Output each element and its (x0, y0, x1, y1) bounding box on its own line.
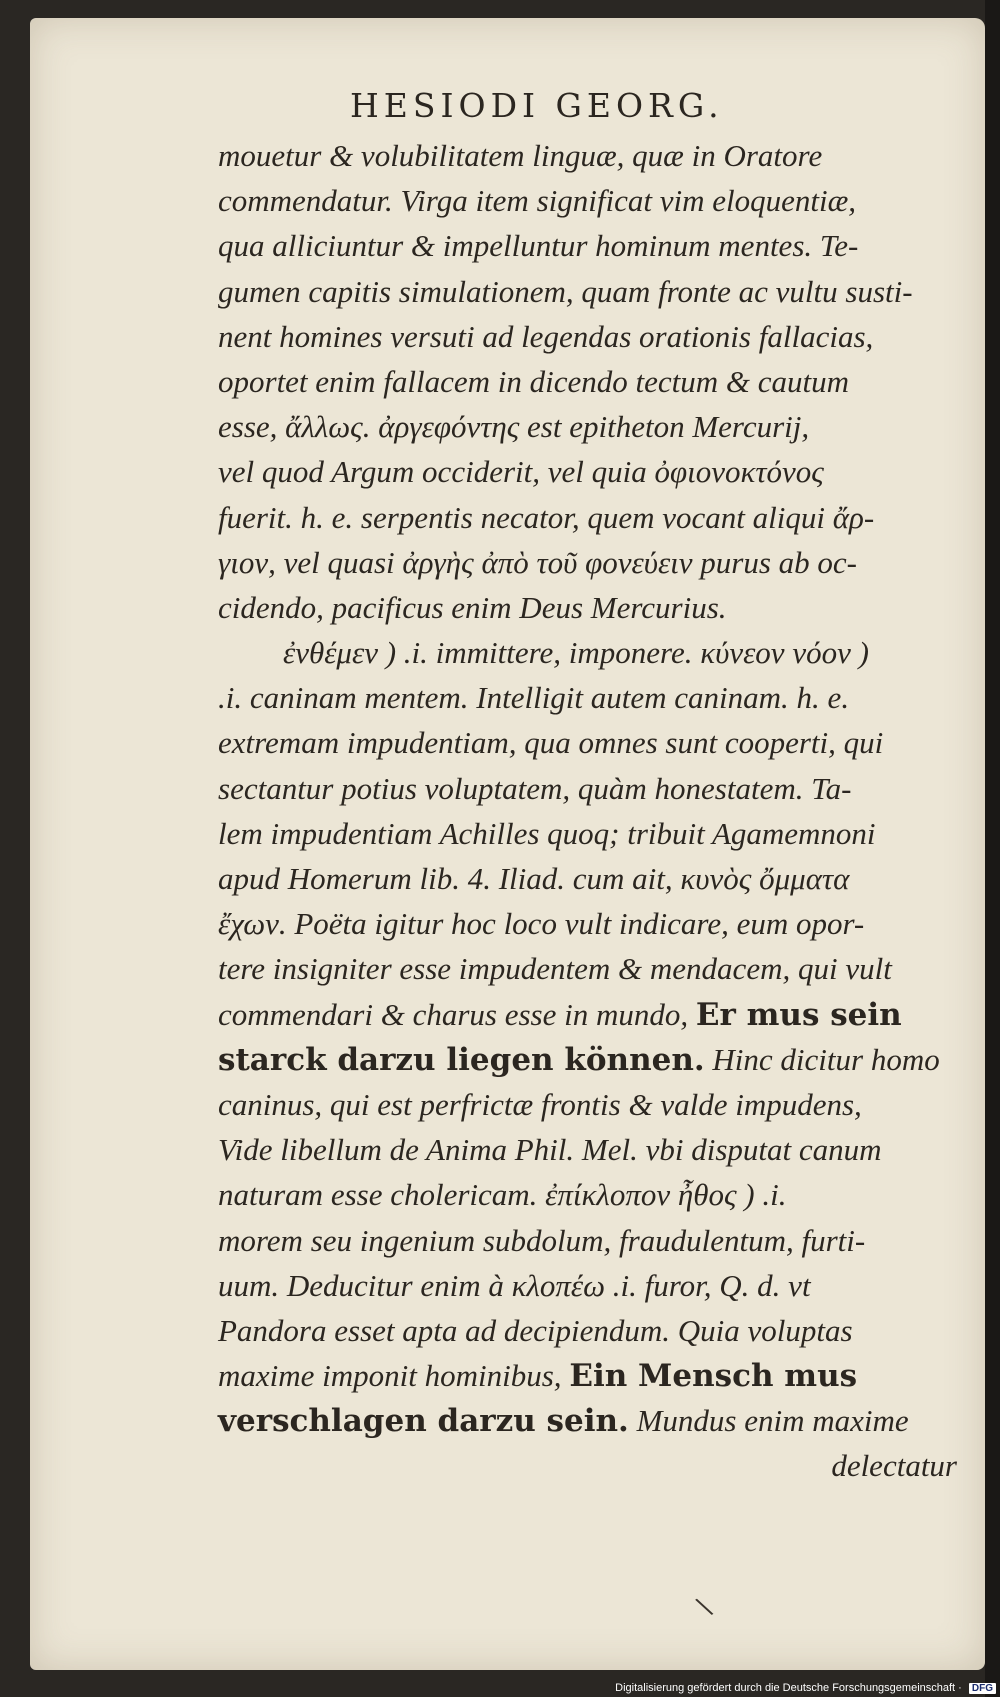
german-blackletter-text: starck darzu liegen können. (218, 1041, 705, 1078)
text-line (218, 449, 963, 494)
german-blackletter-text: Ein Mensch mus (569, 1358, 858, 1395)
text-line (218, 223, 963, 268)
line-text-continued: Hinc dicitur homo (704, 1041, 940, 1077)
line-text: qua alliciuntur & impelluntur hominum mentes. Te- (218, 228, 859, 264)
text-line (218, 1082, 963, 1127)
german-blackletter-text: Er mus sein (695, 996, 902, 1033)
text-line (218, 133, 963, 178)
dfg-logo: DFG (969, 1683, 996, 1694)
text-line (218, 1308, 963, 1353)
line-text: commendatur. Virga item significat vim eloquentiæ, (218, 183, 856, 219)
text-line (218, 1172, 963, 1217)
line-text: oportet enim fallacem in dicendo tectum & cautum (218, 363, 850, 399)
text-line (218, 1127, 963, 1172)
text-line (218, 178, 963, 223)
line-text-continued: Mundus enim maxime (628, 1403, 909, 1439)
text-line (218, 495, 963, 540)
text-line (218, 1263, 963, 1308)
text-line (218, 946, 963, 991)
line-text: Vide libellum de Anima Phil. Mel. vbi disputat canum (218, 1132, 882, 1168)
text-line (218, 1398, 963, 1443)
line-text: gumen capitis simulationem, quam fronte ac vultu susti- (218, 273, 913, 309)
text-line (218, 766, 963, 811)
text-line (218, 314, 963, 359)
line-text: morem seu ingenium subdolum, fraudulentum, furti- (218, 1222, 866, 1258)
text-line (218, 720, 963, 765)
text-line (218, 675, 963, 720)
line-text: ἔχων. Poëta igitur hoc loco vult indicare, eum opor- (218, 906, 865, 942)
text-line (218, 811, 963, 856)
line-text: γιον, vel quasi ἀργὴς ἀπὸ τοῦ φονεύειν purus ab oc- (218, 544, 857, 580)
body-text (218, 133, 963, 1489)
digitization-footer (615, 1682, 996, 1694)
line-text: .i. caninam mentem. Intelligit autem caninam. h. e. (218, 680, 850, 716)
line-text: naturam esse cholericam. ἐπίκλοπον ἦθος ) .i. (218, 1177, 787, 1213)
text-line (218, 1218, 963, 1263)
text-line (218, 1037, 963, 1082)
page-mark: \ (693, 1591, 716, 1623)
running-header: HESIODI GEORG. (350, 86, 724, 125)
line-text: delectatur (831, 1448, 957, 1484)
text-line (218, 269, 963, 314)
text-line (218, 992, 963, 1037)
footer-text: Digitalisierung gefördert durch die Deutsche Forschungsgemeinschaft (615, 1682, 956, 1694)
line-text: cidendo, pacificus enim Deus Mercurius. (218, 589, 727, 625)
line-text: Pandora esset apta ad decipiendum. Quia voluptas (218, 1312, 853, 1348)
line-text: ἐνθέμεν ) .i. immittere, imponere. κύνεον νόον ) (283, 635, 869, 671)
line-text: esse, ἄλλως. ἀργεφόντης est epitheton Mercurij, (218, 409, 810, 445)
line-text: commendari & charus esse in mundo, (218, 996, 689, 1032)
text-line (218, 359, 963, 404)
footer-separator: · (955, 1682, 965, 1694)
text-line (218, 585, 963, 630)
text-line (218, 1443, 963, 1488)
line-text: apud Homerum lib. 4. Iliad. cum ait, κυνὸς ὄμματα (218, 861, 850, 896)
text-line (218, 540, 963, 585)
line-text: nent homines versuti ad legendas orationis fallacias, (218, 318, 874, 354)
page-edge-shadow (985, 0, 1000, 1697)
line-text: vel quod Argum occiderit, vel quia ὀφιονοκτόνος (218, 454, 824, 490)
text-line (218, 404, 963, 449)
text-line (218, 630, 963, 675)
text-line (218, 901, 963, 946)
line-text: caninus, qui est perfrictæ frontis & valde impudens, (218, 1086, 862, 1122)
line-text: fuerit. h. e. serpentis necator, quem vocant aliqui ἄρ- (218, 499, 875, 535)
line-text: mouetur & volubilitatem linguæ, quæ in Oratore (218, 138, 823, 173)
text-line (218, 856, 963, 901)
line-text: tere insigniter esse impudentem & mendacem, qui vult (218, 951, 892, 987)
line-text: maxime imponit hominibus, (218, 1358, 562, 1394)
line-text: lem impudentiam Achilles quoq; tribuit Agamemnoni (218, 815, 876, 851)
text-line (218, 1353, 963, 1398)
line-text: uum. Deducitur enim à κλοπέω .i. furor, Q. d. vt (218, 1267, 811, 1303)
line-text: extremam impudentiam, qua omnes sunt cooperti, qui (218, 725, 884, 761)
line-text: sectantur potius voluptatem, quàm honestatem. Ta- (218, 770, 852, 806)
german-blackletter-text: verschlagen darzu sein. (218, 1403, 629, 1440)
